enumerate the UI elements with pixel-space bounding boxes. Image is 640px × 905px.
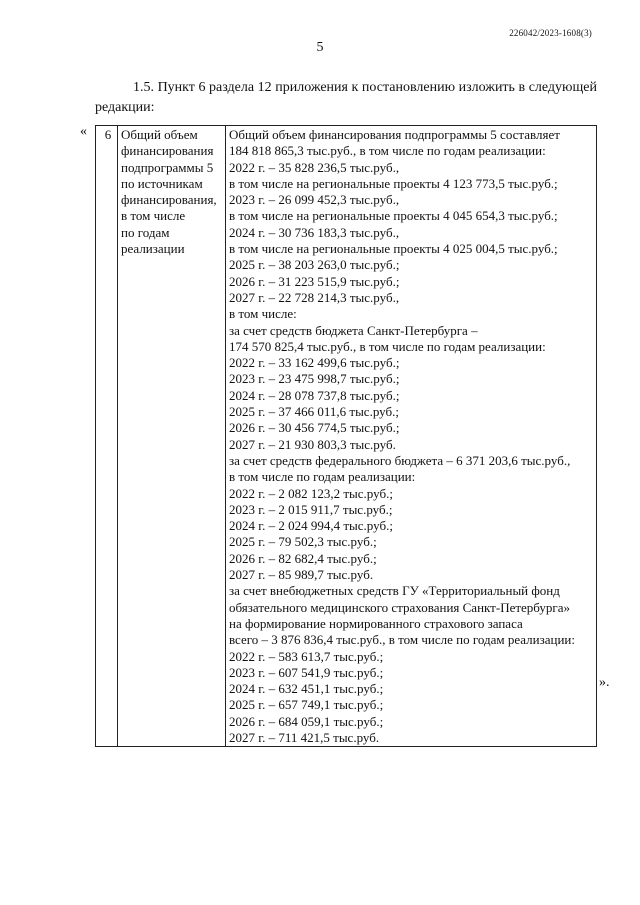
content-line: за счет средств федерального бюджета – 6 371 203,6 тыс.руб., bbox=[229, 452, 571, 468]
row-number-cell: 6 bbox=[96, 126, 118, 747]
table-row bbox=[96, 126, 597, 747]
content-line: 2023 г. – 2 015 911,7 тыс.руб.; bbox=[229, 501, 393, 517]
title-line: реализации bbox=[121, 241, 185, 257]
content-line: 2024 г. – 30 736 183,3 тыс.руб., bbox=[229, 224, 400, 240]
content-line: за счет внебюджетных средств ГУ «Территориальный фонд bbox=[229, 583, 560, 599]
intro-paragraph bbox=[95, 78, 597, 118]
content-line: в том числе на региональные проекты 4 123 773,5 тыс.руб.; bbox=[229, 175, 558, 191]
content-line: 2022 г. – 2 082 123,2 тыс.руб.; bbox=[229, 485, 393, 501]
content-line: 2027 г. – 22 728 214,3 тыс.руб., bbox=[229, 289, 400, 305]
content-line: Общий объем финансирования подпрограммы 5 составляет bbox=[229, 127, 560, 142]
content-line: 2025 г. – 657 749,1 тыс.руб.; bbox=[229, 697, 384, 713]
content-line: 2025 г. – 79 502,3 тыс.руб.; bbox=[229, 534, 377, 550]
content-line: 2023 г. – 26 099 452,3 тыс.руб., bbox=[229, 192, 400, 208]
content-line: обязательного медицинского страхования Санкт-Петербурга» bbox=[229, 599, 571, 615]
close-quote-mark: ». bbox=[599, 675, 610, 690]
content-line: 2024 г. – 2 024 994,4 тыс.руб.; bbox=[229, 518, 393, 534]
content-line: в том числе на региональные проекты 4 025 004,5 тыс.руб.; bbox=[229, 241, 558, 257]
row-title-cell bbox=[118, 126, 226, 747]
title-line: подпрограммы 5 bbox=[121, 159, 214, 175]
open-quote-mark: « bbox=[80, 124, 87, 139]
content-line: 2025 г. – 37 466 011,6 тыс.руб.; bbox=[229, 404, 399, 420]
content-line: 2026 г. – 684 059,1 тыс.руб.; bbox=[229, 713, 384, 729]
content-line: за счет средств бюджета Санкт-Петербурга – bbox=[229, 322, 478, 338]
title-line: Общий объем bbox=[121, 127, 198, 142]
title-line: в том числе bbox=[121, 208, 186, 224]
content-line: на формирование нормированного страхового запаса bbox=[229, 615, 523, 631]
content-line: 2026 г. – 31 223 515,9 тыс.руб.; bbox=[229, 273, 400, 289]
title-line: по годам bbox=[121, 224, 170, 240]
intro-line-1: 1.5. Пункт 6 раздела 12 приложения к постановлению изложить в следующей bbox=[133, 80, 597, 95]
content-line: 2025 г. – 38 203 263,0 тыс.руб.; bbox=[229, 257, 400, 273]
content-line: 2024 г. – 28 078 737,8 тыс.руб.; bbox=[229, 387, 400, 403]
content-line: 2022 г. – 583 613,7 тыс.руб.; bbox=[229, 648, 384, 664]
title-line: финансирования, bbox=[121, 192, 217, 208]
title-line: финансирования bbox=[121, 143, 214, 159]
content-line: 2022 г. – 35 828 236,5 тыс.руб., bbox=[229, 159, 400, 175]
content-line: 174 570 825,4 тыс.руб., в том числе по годам реализации: bbox=[229, 338, 546, 354]
financing-table bbox=[95, 125, 597, 747]
row-content-cell bbox=[226, 126, 597, 747]
content-line: 184 818 865,3 тыс.руб., в том числе по годам реализации: bbox=[229, 143, 546, 159]
content-line: 2024 г. – 632 451,1 тыс.руб.; bbox=[229, 681, 384, 697]
document-id: 226042/2023-1608(3) bbox=[509, 28, 592, 38]
content-line: 2023 г. – 23 475 998,7 тыс.руб.; bbox=[229, 371, 400, 387]
title-line: по источникам bbox=[121, 175, 203, 191]
content-line: 2027 г. – 711 421,5 тыс.руб. bbox=[229, 729, 380, 745]
content-line: всего – 3 876 836,4 тыс.руб., в том числе по годам реализации: bbox=[229, 632, 575, 648]
content-line: 2022 г. – 33 162 499,6 тыс.руб.; bbox=[229, 355, 400, 371]
content-line: 2026 г. – 30 456 774,5 тыс.руб.; bbox=[229, 420, 400, 436]
content-line: 2023 г. – 607 541,9 тыс.руб.; bbox=[229, 664, 384, 680]
content-line: в том числе по годам реализации: bbox=[229, 469, 416, 485]
content-line: 2027 г. – 21 930 803,3 тыс.руб. bbox=[229, 436, 396, 452]
page-number: 5 bbox=[316, 40, 324, 55]
content-line: в том числе: bbox=[229, 306, 297, 322]
content-line: 2027 г. – 85 989,7 тыс.руб. bbox=[229, 567, 374, 583]
intro-line-2: редакции: bbox=[95, 100, 155, 115]
content-line: 2026 г. – 82 682,4 тыс.руб.; bbox=[229, 550, 377, 566]
content-line: в том числе на региональные проекты 4 045 654,3 тыс.руб.; bbox=[229, 208, 558, 224]
